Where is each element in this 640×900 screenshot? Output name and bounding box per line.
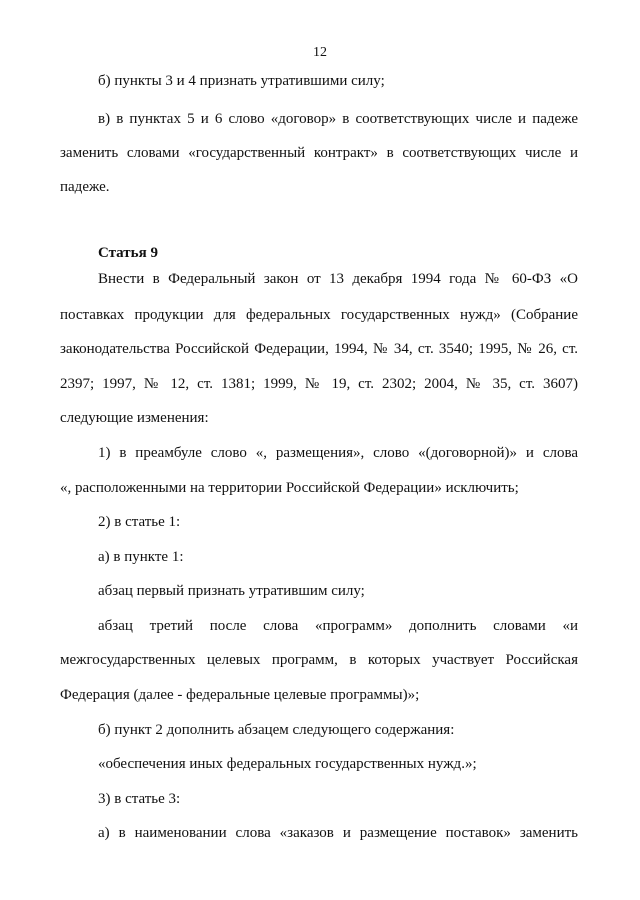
article-heading: Статья 9 [98, 245, 158, 261]
text-line: абзац первый признать утратившим силу; [98, 583, 365, 599]
text-line: поставках продукции для федеральных государственных нужд» (Собрание [60, 307, 578, 323]
text-line: в) в пунктах 5 и 6 слово «договор» в соответствующих числе и падеже [98, 111, 578, 127]
text-line: абзац третий после слова «программ» дополнить словами «и [98, 618, 578, 634]
text-line: Федерация (далее - федеральные целевые программы)»; [60, 687, 420, 703]
text-line: законодательства Российской Федерации, 1994, № 34, ст. 3540; 1995, № 26, ст. [60, 341, 578, 357]
text-line: «обеспечения иных федеральных государственных нужд.»; [98, 756, 477, 772]
text-line: 1) в преамбуле слово «, размещения», слово «(договорной)» и слова [98, 445, 578, 461]
text-line: 2) в статье 1: [98, 514, 181, 530]
text-line: а) в пункте 1: [98, 549, 184, 565]
page-number: 12 [313, 45, 327, 60]
text-line: межгосударственных целевых программ, в которых участвует Российская [60, 652, 578, 668]
text-line: б) пункт 2 дополнить абзацем следующего содержания: [98, 722, 455, 738]
text-line: 3) в статье 3: [98, 791, 181, 807]
text-line: б) пункты 3 и 4 признать утратившими силу; [98, 73, 385, 89]
text-line: заменить словами «государственный контракт» в соответствующих числе и [60, 145, 578, 161]
text-line: падеже. [60, 179, 110, 195]
text-line: 2397; 1997, № 12, ст. 1381; 1999, № 19, ст. 2302; 2004, № 35, ст. 3607) [60, 376, 578, 392]
text-line: следующие изменения: [60, 410, 209, 426]
text-line: а) в наименовании слова «заказов и размещение поставок» заменить [98, 825, 578, 841]
text-line: «, расположенными на территории Российской Федерации» исключить; [60, 480, 519, 496]
text-line: Внести в Федеральный закон от 13 декабря 1994 года № 60-ФЗ «О [98, 271, 578, 287]
